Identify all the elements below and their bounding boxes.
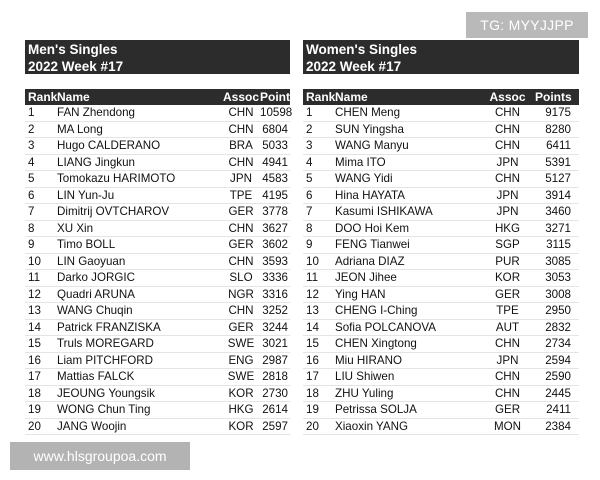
rank-cell: 14 (306, 320, 319, 334)
mens-table-header (25, 89, 297, 105)
assoc-cell: JPN (496, 155, 519, 169)
assoc-cell: ENG (228, 353, 254, 367)
rank-cell: 5 (28, 172, 35, 185)
assoc-cell: CHN (494, 337, 521, 350)
rank-cell: 12 (306, 287, 319, 301)
name-cell: SUN Yingsha (335, 122, 404, 136)
name-cell: XU Xin (57, 221, 94, 235)
points-cell: 10598 (260, 106, 293, 119)
table-row (25, 303, 290, 320)
rank-cell: 10 (306, 254, 319, 268)
mens-singles-panel (25, 40, 297, 435)
table-row (303, 287, 579, 304)
rank-cell: 14 (28, 320, 41, 334)
assoc-cell: JPN (496, 205, 519, 218)
assoc-cell: CHN (494, 370, 521, 383)
table-row (25, 155, 290, 172)
points-cell: 9175 (545, 106, 571, 119)
table-row (303, 336, 579, 353)
mens-title-line2: 2022 Week #17 (28, 59, 124, 74)
mens-table-body (25, 105, 293, 435)
table-row (303, 122, 579, 139)
points-cell: 2594 (545, 353, 571, 367)
womens-title-line1: Women's Singles (306, 42, 417, 57)
assoc-cell: BRA (229, 139, 253, 152)
rank-cell: 7 (306, 205, 313, 218)
rank-cell: 20 (306, 419, 319, 433)
name-cell: Quadri ARUNA (57, 287, 135, 301)
assoc-cell: GER (494, 403, 521, 416)
rank-cell: 1 (28, 106, 35, 119)
rank-cell: 2 (306, 122, 313, 136)
points-cell: 3252 (262, 304, 288, 317)
rank-cell: 4 (28, 155, 35, 169)
rank-cell: 6 (28, 188, 35, 202)
header-rank: Rank (306, 90, 336, 104)
points-cell: 6804 (262, 122, 288, 136)
points-cell: 2950 (545, 304, 571, 317)
points-cell: 6411 (546, 139, 571, 152)
points-cell: 3115 (546, 238, 571, 251)
rank-cell: 19 (28, 403, 41, 416)
table-row (25, 138, 290, 155)
assoc-cell: CHN (228, 122, 254, 136)
name-cell: CHEN Xingtong (335, 337, 417, 350)
points-cell: 2445 (545, 386, 571, 400)
name-cell: Tomokazu HARIMOTO (57, 172, 176, 185)
name-cell: DOO Hoi Kem (335, 221, 410, 235)
points-cell: 8280 (545, 122, 571, 136)
assoc-cell: CHN (228, 254, 254, 268)
table-row (303, 270, 579, 287)
name-cell: Mattias FALCK (57, 370, 135, 383)
rank-cell: 13 (306, 304, 319, 317)
assoc-cell: JPN (496, 353, 519, 367)
points-cell: 3316 (262, 287, 288, 301)
name-cell: Adriana DIAZ (335, 254, 405, 268)
assoc-cell: HKG (494, 221, 521, 235)
name-cell: Timo BOLL (57, 238, 116, 251)
header-name: Name (57, 90, 90, 104)
name-cell: LIN Yun-Ju (57, 188, 115, 202)
rank-cell: 5 (306, 172, 313, 185)
rank-cell: 11 (28, 271, 41, 284)
assoc-cell: CHN (228, 106, 254, 119)
assoc-cell: NGR (228, 287, 254, 301)
points-cell: 3244 (262, 320, 288, 334)
points-cell: 3053 (545, 271, 571, 284)
name-cell: Patrick FRANZISKA (57, 320, 161, 334)
mens-title-line1: Men's Singles (28, 42, 118, 57)
table-row (303, 353, 579, 370)
name-cell: Hina HAYATA (335, 188, 406, 202)
rank-cell: 9 (28, 238, 35, 251)
points-cell: 3271 (545, 221, 571, 235)
points-cell: 4941 (262, 155, 288, 169)
table-row (303, 369, 579, 386)
points-cell: 2730 (262, 386, 288, 400)
table-row (25, 171, 290, 188)
points-cell: 2590 (545, 370, 571, 383)
rank-cell: 13 (28, 304, 41, 317)
table-row (303, 171, 579, 188)
points-cell: 3336 (262, 271, 288, 284)
table-row (25, 122, 290, 139)
name-cell: Miu HIRANO (335, 353, 402, 367)
table-row (25, 320, 290, 337)
points-cell: 4583 (262, 172, 288, 185)
name-cell: WANG Chuqin (57, 304, 133, 317)
rank-cell: 18 (306, 386, 319, 400)
table-row (25, 254, 290, 271)
table-row (303, 303, 579, 320)
table-row (303, 419, 579, 436)
assoc-cell: JPN (496, 188, 519, 202)
rank-cell: 20 (28, 419, 41, 433)
points-cell: 3778 (262, 205, 288, 218)
points-cell: 3627 (262, 221, 288, 235)
points-cell: 2411 (546, 403, 571, 416)
table-row (303, 188, 579, 205)
name-cell: FAN Zhendong (57, 106, 135, 119)
table-row (25, 204, 290, 221)
name-cell: Hugo CALDERANO (57, 139, 161, 152)
rank-cell: 1 (306, 106, 313, 119)
points-cell: 3593 (262, 254, 288, 268)
assoc-cell: CHN (494, 122, 521, 136)
assoc-cell: CHN (228, 304, 254, 317)
header-points: Points (260, 90, 297, 104)
header-points: Points (535, 90, 572, 104)
name-cell: Darko JORGIC (57, 271, 135, 284)
name-cell: LIANG Jingkun (57, 155, 135, 169)
header-name: Name (335, 90, 368, 104)
table-row (25, 353, 290, 370)
name-cell: CHENG I-Ching (335, 304, 418, 317)
points-cell: 2818 (262, 370, 288, 383)
table-row (25, 270, 290, 287)
table-row (303, 204, 579, 221)
name-cell: LIN Gaoyuan (57, 254, 126, 268)
header-assoc: Assoc (489, 90, 526, 104)
assoc-cell: GER (228, 238, 254, 251)
name-cell: Dimitrij OVTCHAROV (57, 205, 170, 218)
table-row (303, 386, 579, 403)
name-cell: CHEN Meng (335, 106, 401, 119)
name-cell: JEON Jihee (335, 271, 397, 284)
rank-cell: 4 (306, 155, 313, 169)
table-row (303, 155, 579, 172)
rank-cell: 17 (28, 370, 41, 383)
name-cell: JEOUNG Youngsik (57, 386, 155, 400)
rank-cell: 11 (306, 271, 319, 284)
points-cell: 2597 (262, 419, 288, 433)
assoc-cell: KOR (228, 419, 254, 433)
table-row (303, 254, 579, 271)
name-cell: Ying HAN (335, 287, 386, 301)
rank-cell: 9 (306, 238, 313, 251)
rank-cell: 8 (28, 221, 35, 235)
points-cell: 5127 (545, 172, 571, 185)
rank-cell: 2 (28, 122, 35, 136)
watermark-tg: TG: MYYJJPP (466, 12, 588, 38)
name-cell: Mima ITO (335, 155, 386, 169)
assoc-cell: SWE (227, 370, 255, 383)
name-cell: FENG Tianwei (335, 238, 410, 251)
table-row (303, 138, 579, 155)
name-cell: Sofia POLCANOVA (335, 320, 436, 334)
points-cell: 3460 (545, 205, 571, 218)
mens-title (25, 40, 290, 74)
watermark-website: www.hlsgroupoa.com (10, 442, 190, 470)
rank-cell: 16 (306, 353, 319, 367)
rank-cell: 15 (28, 337, 41, 350)
rank-cell: 6 (306, 188, 313, 202)
rank-cell: 15 (306, 337, 319, 350)
table-row (25, 336, 290, 353)
womens-title-line2: 2022 Week #17 (306, 59, 402, 74)
header-rank: Rank (28, 90, 58, 104)
table-row (25, 419, 290, 436)
points-cell: 2832 (545, 320, 571, 334)
points-cell: 2384 (545, 419, 571, 433)
assoc-cell: CHN (494, 106, 521, 119)
name-cell: WANG Yidi (335, 172, 393, 185)
points-cell: 3602 (262, 238, 288, 251)
header-assoc: Assoc (222, 90, 260, 104)
rank-cell: 17 (306, 370, 319, 383)
womens-table-header (303, 89, 579, 105)
assoc-cell: MON (493, 419, 522, 433)
assoc-cell: CHN (228, 221, 254, 235)
points-cell: 3008 (545, 287, 571, 301)
rank-cell: 3 (28, 139, 35, 152)
name-cell: WANG Manyu (335, 139, 409, 152)
rank-cell: 18 (28, 386, 41, 400)
points-cell: 2734 (545, 337, 571, 350)
table-row (25, 402, 290, 419)
assoc-cell: KOR (494, 271, 521, 284)
table-row (25, 188, 290, 205)
name-cell: Xiaoxin YANG (335, 419, 409, 433)
points-cell: 3021 (262, 337, 288, 350)
assoc-cell: HKG (228, 403, 254, 416)
table-row (25, 369, 290, 386)
assoc-cell: GER (228, 205, 254, 218)
name-cell: Kasumi ISHIKAWA (335, 205, 433, 218)
womens-table-body (303, 105, 579, 435)
rank-cell: 16 (28, 353, 41, 367)
table-row (25, 237, 290, 254)
assoc-cell: CHN (494, 172, 521, 185)
name-cell: ZHU Yuling (335, 386, 394, 400)
rank-cell: 19 (306, 403, 319, 416)
points-cell: 2614 (262, 403, 288, 416)
name-cell: Petrissa SOLJA (335, 403, 417, 416)
points-cell: 5391 (545, 155, 571, 169)
assoc-cell: CHN (494, 386, 521, 400)
assoc-cell: GER (494, 287, 521, 301)
table-row (303, 320, 579, 337)
name-cell: Liam PITCHFORD (57, 353, 153, 367)
assoc-cell: SLO (229, 271, 253, 284)
assoc-cell: TPE (229, 188, 253, 202)
assoc-cell: JPN (230, 172, 252, 185)
name-cell: MA Long (57, 122, 103, 136)
points-cell: 3914 (545, 188, 571, 202)
name-cell: LIU Shiwen (335, 370, 395, 383)
table-row (25, 287, 290, 304)
assoc-cell: SGP (495, 238, 520, 251)
points-cell: 3085 (545, 254, 571, 268)
table-row (25, 221, 290, 238)
rank-cell: 7 (28, 205, 35, 218)
table-row (303, 402, 579, 419)
table-row (303, 237, 579, 254)
table-row (25, 386, 290, 403)
assoc-cell: CHN (494, 139, 521, 152)
rank-cell: 12 (28, 287, 41, 301)
points-cell: 4195 (262, 188, 288, 202)
womens-singles-panel (303, 40, 579, 435)
assoc-cell: KOR (228, 386, 254, 400)
table-row (25, 105, 293, 122)
points-cell: 2987 (262, 353, 288, 367)
rank-cell: 8 (306, 221, 313, 235)
assoc-cell: SWE (227, 337, 255, 350)
table-row (303, 105, 579, 122)
assoc-cell: GER (228, 320, 254, 334)
assoc-cell: TPE (496, 304, 519, 317)
table-row (303, 221, 579, 238)
points-cell: 5033 (262, 139, 288, 152)
name-cell: JANG Woojin (57, 419, 127, 433)
assoc-cell: AUT (495, 320, 520, 334)
name-cell: Truls MOREGARD (57, 337, 154, 350)
rank-cell: 3 (306, 139, 313, 152)
assoc-cell: PUR (495, 254, 520, 268)
assoc-cell: CHN (228, 155, 254, 169)
womens-title (303, 40, 579, 74)
rank-cell: 10 (28, 254, 41, 268)
name-cell: WONG Chun Ting (57, 403, 151, 416)
